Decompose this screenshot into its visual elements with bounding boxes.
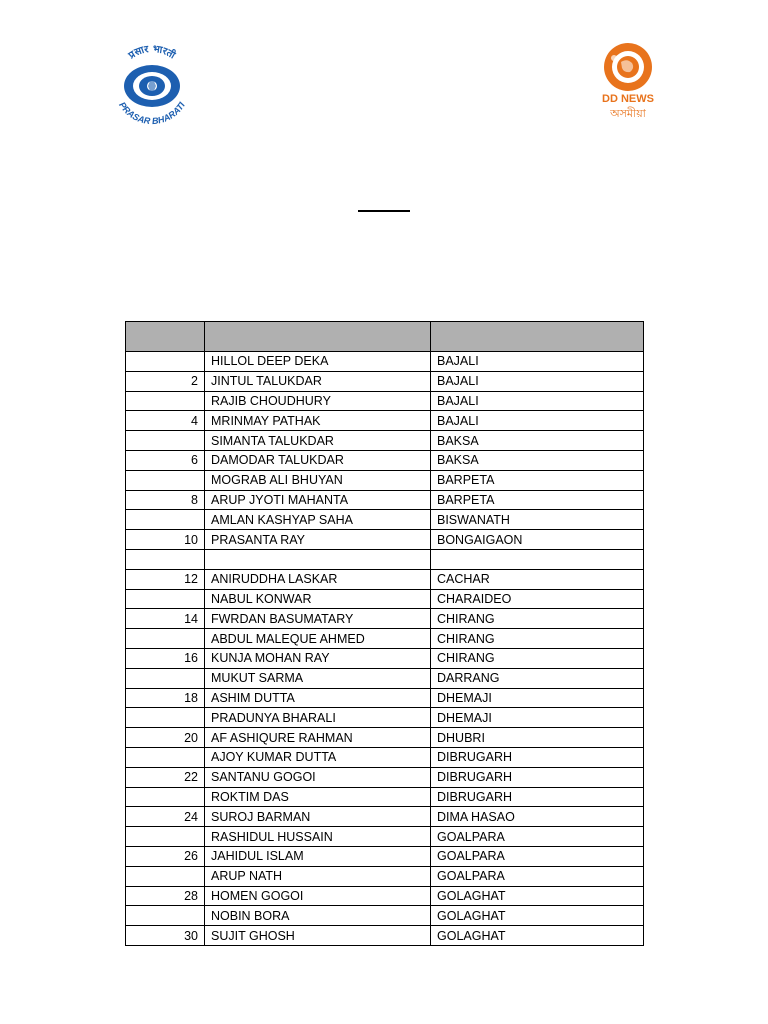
serial-cell: 6 (126, 450, 205, 470)
serial-cell (126, 352, 205, 372)
title-underline (358, 210, 410, 212)
name-cell: PRASANTA RAY (205, 530, 431, 550)
table-row (126, 609, 644, 629)
name-cell: ASHIM DUTTA (205, 688, 431, 708)
name-cell: AJOY KUMAR DUTTA (205, 747, 431, 767)
name-cell: ANIRUDDHA LASKAR (205, 569, 431, 589)
name-cell: ARUP JYOTI MAHANTA (205, 490, 431, 510)
table-row (126, 431, 644, 451)
serial-cell (126, 629, 205, 649)
serial-cell: 18 (126, 688, 205, 708)
header-name (205, 322, 431, 352)
name-cell: MUKUT SARMA (205, 668, 431, 688)
district-cell: GOLAGHAT (431, 926, 644, 946)
serial-cell (126, 589, 205, 609)
district-cell: CHARAIDEO (431, 589, 644, 609)
serial-cell: 4 (126, 411, 205, 431)
table-row (126, 569, 644, 589)
serial-cell: 10 (126, 530, 205, 550)
name-cell: ROKTIM DAS (205, 787, 431, 807)
logo-right-text: DD NEWS (602, 93, 654, 105)
dd-news-logo (594, 40, 666, 124)
table-row (126, 490, 644, 510)
district-cell: CHIRANG (431, 609, 644, 629)
table-row (126, 807, 644, 827)
serial-cell (126, 866, 205, 886)
table-header-row (126, 322, 644, 352)
name-cell: DAMODAR TALUKDAR (205, 450, 431, 470)
name-cell: MRINMAY PATHAK (205, 411, 431, 431)
serial-cell (126, 470, 205, 490)
district-cell: BARPETA (431, 490, 644, 510)
serial-cell: 8 (126, 490, 205, 510)
serial-cell: 2 (126, 371, 205, 391)
serial-cell (126, 431, 205, 451)
serial-cell (126, 747, 205, 767)
district-cell: CACHAR (431, 569, 644, 589)
table-row (126, 846, 644, 866)
name-cell: HILLOL DEEP DEKA (205, 352, 431, 372)
district-cell: GOALPARA (431, 827, 644, 847)
table-row (126, 549, 644, 569)
serial-cell (126, 510, 205, 530)
district-cell: BAKSA (431, 431, 644, 451)
prasar-bharati-logo-graphic (106, 42, 198, 130)
serial-cell: 12 (126, 569, 205, 589)
serial-cell (126, 391, 205, 411)
table-row (126, 827, 644, 847)
table-row (126, 510, 644, 530)
name-cell: MOGRAB ALI BHUYAN (205, 470, 431, 490)
serial-cell: 16 (126, 648, 205, 668)
district-cell: DIBRUGARH (431, 747, 644, 767)
table-row (126, 767, 644, 787)
district-cell: BONGAIGAON (431, 530, 644, 550)
serial-cell: 24 (126, 807, 205, 827)
name-cell: JAHIDUL ISLAM (205, 846, 431, 866)
name-cell: SIMANTA TALUKDAR (205, 431, 431, 451)
logo-right-subtext: অসমীয়া (610, 107, 646, 120)
district-cell: DIMA HASAO (431, 807, 644, 827)
serial-cell (126, 827, 205, 847)
serial-cell: 14 (126, 609, 205, 629)
table-row (126, 589, 644, 609)
table-row (126, 728, 644, 748)
name-cell: NOBIN BORA (205, 906, 431, 926)
serial-cell (126, 787, 205, 807)
table-row (126, 648, 644, 668)
table-row (126, 629, 644, 649)
name-cell: PRADUNYA BHARALI (205, 708, 431, 728)
district-cell: GOALPARA (431, 846, 644, 866)
table-row (126, 688, 644, 708)
table-row (126, 470, 644, 490)
name-cell: NABUL KONWAR (205, 589, 431, 609)
district-cell: BAJALI (431, 371, 644, 391)
district-cell: GOLAGHAT (431, 886, 644, 906)
roster-table (125, 321, 644, 946)
table-row (126, 926, 644, 946)
name-cell: HOMEN GOGOI (205, 886, 431, 906)
table-row (126, 668, 644, 688)
name-cell: SUJIT GHOSH (205, 926, 431, 946)
district-cell: DARRANG (431, 668, 644, 688)
district-cell: DIBRUGARH (431, 767, 644, 787)
table-row (126, 411, 644, 431)
logo-left-english-text: PRASAR BHARATI (117, 100, 187, 127)
table-row (126, 886, 644, 906)
name-cell: FWRDAN BASUMATARY (205, 609, 431, 629)
table-row (126, 530, 644, 550)
serial-cell: 26 (126, 846, 205, 866)
district-cell: BAJALI (431, 391, 644, 411)
district-cell: BISWANATH (431, 510, 644, 530)
district-cell: DHEMAJI (431, 688, 644, 708)
table-row (126, 708, 644, 728)
district-cell: BAJALI (431, 352, 644, 372)
district-cell: BAKSA (431, 450, 644, 470)
dd-news-logo-graphic (594, 40, 666, 124)
name-cell: RAJIB CHOUDHURY (205, 391, 431, 411)
district-cell: CHIRANG (431, 629, 644, 649)
header-serial (126, 322, 205, 352)
serial-cell: 30 (126, 926, 205, 946)
serial-cell: 20 (126, 728, 205, 748)
name-cell: JINTUL TALUKDAR (205, 371, 431, 391)
serial-cell (126, 906, 205, 926)
name-cell (205, 549, 431, 569)
svg-text:प्रसार भारती (126, 44, 178, 62)
name-cell: AMLAN KASHYAP SAHA (205, 510, 431, 530)
table-row (126, 371, 644, 391)
name-cell: SANTANU GOGOI (205, 767, 431, 787)
table-row (126, 866, 644, 886)
table-row (126, 747, 644, 767)
prasar-bharati-logo (106, 42, 198, 130)
serial-cell (126, 668, 205, 688)
name-cell: ABDUL MALEQUE AHMED (205, 629, 431, 649)
district-cell: GOLAGHAT (431, 906, 644, 926)
serial-cell (126, 708, 205, 728)
name-cell: AF ASHIQURE RAHMAN (205, 728, 431, 748)
district-cell: DHUBRI (431, 728, 644, 748)
district-cell: CHIRANG (431, 648, 644, 668)
logo-left-hindi-text: प्रसार भारती (126, 43, 177, 62)
serial-cell: 22 (126, 767, 205, 787)
district-cell: DIBRUGARH (431, 787, 644, 807)
table-row (126, 787, 644, 807)
table-row (126, 352, 644, 372)
name-cell: RASHIDUL HUSSAIN (205, 827, 431, 847)
name-cell: SUROJ BARMAN (205, 807, 431, 827)
header-district (431, 322, 644, 352)
district-cell: DHEMAJI (431, 708, 644, 728)
table-row (126, 906, 644, 926)
district-cell: BARPETA (431, 470, 644, 490)
district-cell: GOALPARA (431, 866, 644, 886)
table-row (126, 450, 644, 470)
table-row (126, 391, 644, 411)
name-cell: ARUP NATH (205, 866, 431, 886)
serial-cell: 28 (126, 886, 205, 906)
serial-cell (126, 549, 205, 569)
name-cell: KUNJA MOHAN RAY (205, 648, 431, 668)
district-cell (431, 549, 644, 569)
district-cell: BAJALI (431, 411, 644, 431)
